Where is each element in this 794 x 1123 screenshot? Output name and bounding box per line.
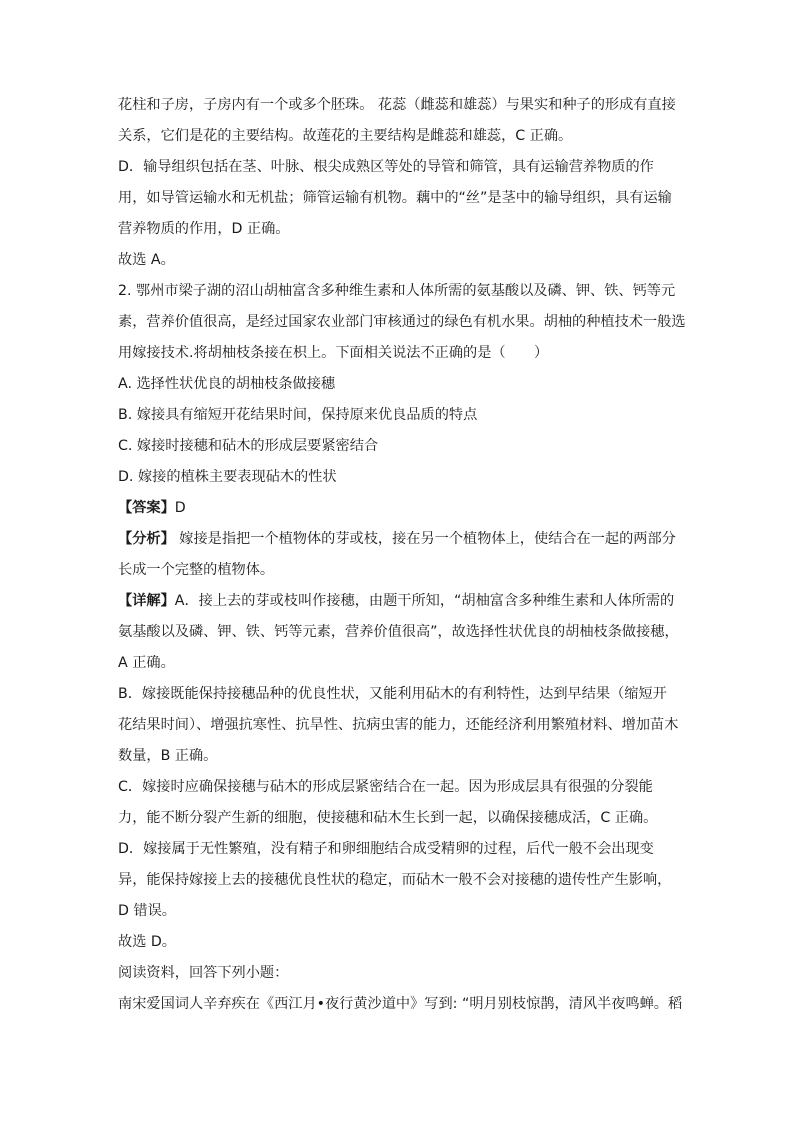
option-d: D. 嫁接的植株主要表现砧木的性状 <box>118 469 337 485</box>
option-b: B. 嫁接具有缩短开花结果时间，保持原来优良品质的特点 <box>118 407 478 423</box>
answer-value: D <box>174 500 186 516</box>
text-line: 数量，B 正确。 <box>118 748 218 764</box>
question-stem-line: 素，营养价值很高，是经过国家农业部门审核通过的绿色有机水果。胡柚的种植技术一般选 <box>118 314 686 330</box>
text-line: 营养物质的作用，D 正确。 <box>118 221 290 237</box>
conclusion: 故选 D。 <box>118 934 176 950</box>
conclusion: 故选 A。 <box>118 252 175 268</box>
reading-section <box>118 958 683 1020</box>
text-line: B．嫁接既能保持接穗品种的优良性状，又能利用砧木的有利特性，达到早结果（缩短开 <box>118 686 667 702</box>
previous-explanation <box>118 90 678 276</box>
document-page <box>118 90 686 1020</box>
analysis-text: 嫁接是指把一个植物体的芽或枝，接在另一个植物体上，使结合在一起的两部分 <box>174 531 676 547</box>
text-line: 异，能保持嫁接上去的接穗优良性状的稳定，而砧木一般不会对接穗的遗传性产生影响， <box>118 872 672 888</box>
text-line: 花结果时间）、增强抗寒性、抗旱性、抗病虫害的能力，还能经济利用繁殖材料、增加苗木 <box>118 717 679 733</box>
detail-line <box>118 586 678 617</box>
option-a: A. 选择性状优良的胡柚枝条做接穗 <box>118 376 336 392</box>
text-line: 用，如导管运输水和无机盐；筛管运输有机物。藕中的“丝”是茎中的输导组织，具有运输 <box>118 190 672 206</box>
analysis-label: 【分析】 <box>118 531 175 547</box>
text-line: 力，能不断分裂产生新的细胞，使接穗和砧木生长到一起，以确保接穗成活，C 正确。 <box>118 810 658 826</box>
question-stem-line: 用嫁接技术.将胡柚枝条接在枳上。下面相关说法不正确的是（ ） <box>118 345 549 361</box>
analysis-line <box>118 524 678 555</box>
text-line: D 错误。 <box>118 903 176 919</box>
option-c: C. 嫁接时接穗和砧木的形成层要紧密结合 <box>118 438 379 454</box>
answer-line <box>118 493 678 524</box>
text-line: C．嫁接时应确保接穗与砧木的形成层紧密结合在一起。因为形成层具有很强的分裂能 <box>118 779 653 795</box>
answer-label: 【答案】 <box>118 500 175 516</box>
detail-text: A．接上去的芽或枝叫作接穗，由题干所知，“胡柚富含多种维生素和人体所需的 <box>174 593 675 609</box>
question-stem-line: 2. 鄂州市梁子湖的沼山胡柚富含多种维生素和人体所需的氨基酸以及磷、钾、铁、钙等元 <box>118 283 676 299</box>
question-2 <box>118 276 686 958</box>
detail-label: 【详解】 <box>118 593 175 609</box>
text-line: 关系，它们是花的主要结构。故莲花的主要结构是雌蕊和雄蕊，C 正确。 <box>118 128 573 144</box>
reading-intro: 阅读资料，回答下列小题： <box>118 965 289 981</box>
text-line: D．输导组织包括在茎、叶脉、根尖成熟区等处的导管和筛管，具有运输营养物质的作 <box>118 159 654 175</box>
text-line: 花柱和子房，子房内有一个或多个胚珠。 花蕊（雌蕊和雄蕊）与果实和种子的形成有直接 <box>118 97 676 113</box>
text-line: A 正确。 <box>118 655 175 671</box>
text-line: 氨基酸以及磷、钾、铁、钙等元素，营养价值很高”，故选择性状优良的胡柚枝条做接穗， <box>118 624 679 640</box>
text-line: 长成一个完整的植物体。 <box>118 562 275 578</box>
reading-text: 南宋爱国词人辛弃疾在《西江月•夜行黄沙道中》写到: “明月别枝惊鹊，清风半夜鸣蝉。稻 <box>118 996 683 1012</box>
text-line: D．嫁接属于无性繁殖，没有精子和卵细胞结合成受精卵的过程，后代一般不会出现变 <box>118 841 654 857</box>
